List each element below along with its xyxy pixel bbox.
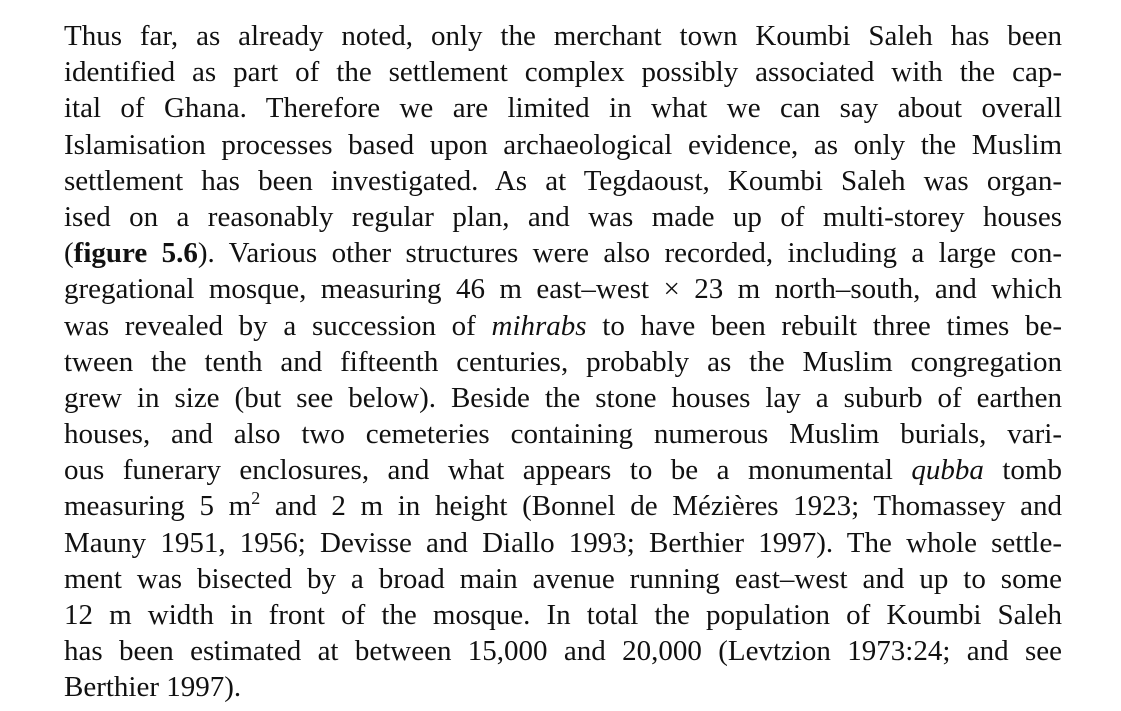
text-run: ). Various other structures were also recorded, including a large con- <box>197 237 1062 270</box>
text-run: and 2 m in height (Bonnel de Mézières 1923; Thomassey and <box>260 490 1062 523</box>
text-line: has been estimated at between 15,000 and 20,000 (Levtzion 1973:24; and see <box>64 635 1062 668</box>
text-run: was revealed by a succession of <box>64 309 492 342</box>
text-line: grew in size (but see below). Beside the stone houses lay a suburb of earthen <box>64 381 1062 414</box>
body-paragraph <box>64 18 1062 706</box>
text-line <box>64 308 1062 344</box>
text-run: ( <box>64 237 74 270</box>
text-run: to have been rebuilt three times be- <box>586 309 1062 342</box>
text-line: Islamisation processes based upon archaeological evidence, as only the Muslim <box>64 128 1062 161</box>
text-line <box>64 452 1062 488</box>
text-line: settlement has been investigated. As at Tegdaoust, Koumbi Saleh was organ- <box>64 164 1062 197</box>
text-line: identified as part of the settlement complex possibly associated with the cap- <box>64 56 1062 89</box>
italic-term: mihrabs <box>491 309 587 342</box>
text-run: tomb <box>983 454 1062 487</box>
text-line: ital of Ghana. Therefore we are limited in what we can say about overall <box>64 92 1062 125</box>
text-line: houses, and also two cemeteries containing numerous Muslim burials, vari- <box>64 418 1062 451</box>
text-line <box>64 488 1062 524</box>
text-line: Thus far, as already noted, only the merchant town Koumbi Saleh has been <box>64 20 1062 52</box>
text-run: ous funerary enclosures, and what appears to be a monumental <box>64 454 912 487</box>
text-line: ment was bisected by a broad main avenue running east–west and up to some <box>64 562 1062 595</box>
text-line: gregational mosque, measuring 46 m east–west × 23 m north–south, and which <box>64 273 1062 306</box>
italic-term: qubba <box>911 454 984 487</box>
text-line <box>64 235 1062 271</box>
text-run: measuring 5 m <box>64 490 252 523</box>
text-line: tween the tenth and fifteenth centuries, probably as the Muslim congregation <box>64 345 1062 378</box>
text-line: 12 m width in front of the mosque. In total the population of Koumbi Saleh <box>64 599 1062 631</box>
text-line: Berthier 1997). <box>64 671 242 704</box>
figure-reference: figure 5.6 <box>73 237 198 270</box>
superscript: 2 <box>251 488 261 509</box>
text-line: ised on a reasonably regular plan, and was made up of multi-storey houses <box>64 200 1062 233</box>
text-line: Mauny 1951, 1956; Devisse and Diallo 1993; Berthier 1997). The whole settle- <box>64 526 1062 559</box>
